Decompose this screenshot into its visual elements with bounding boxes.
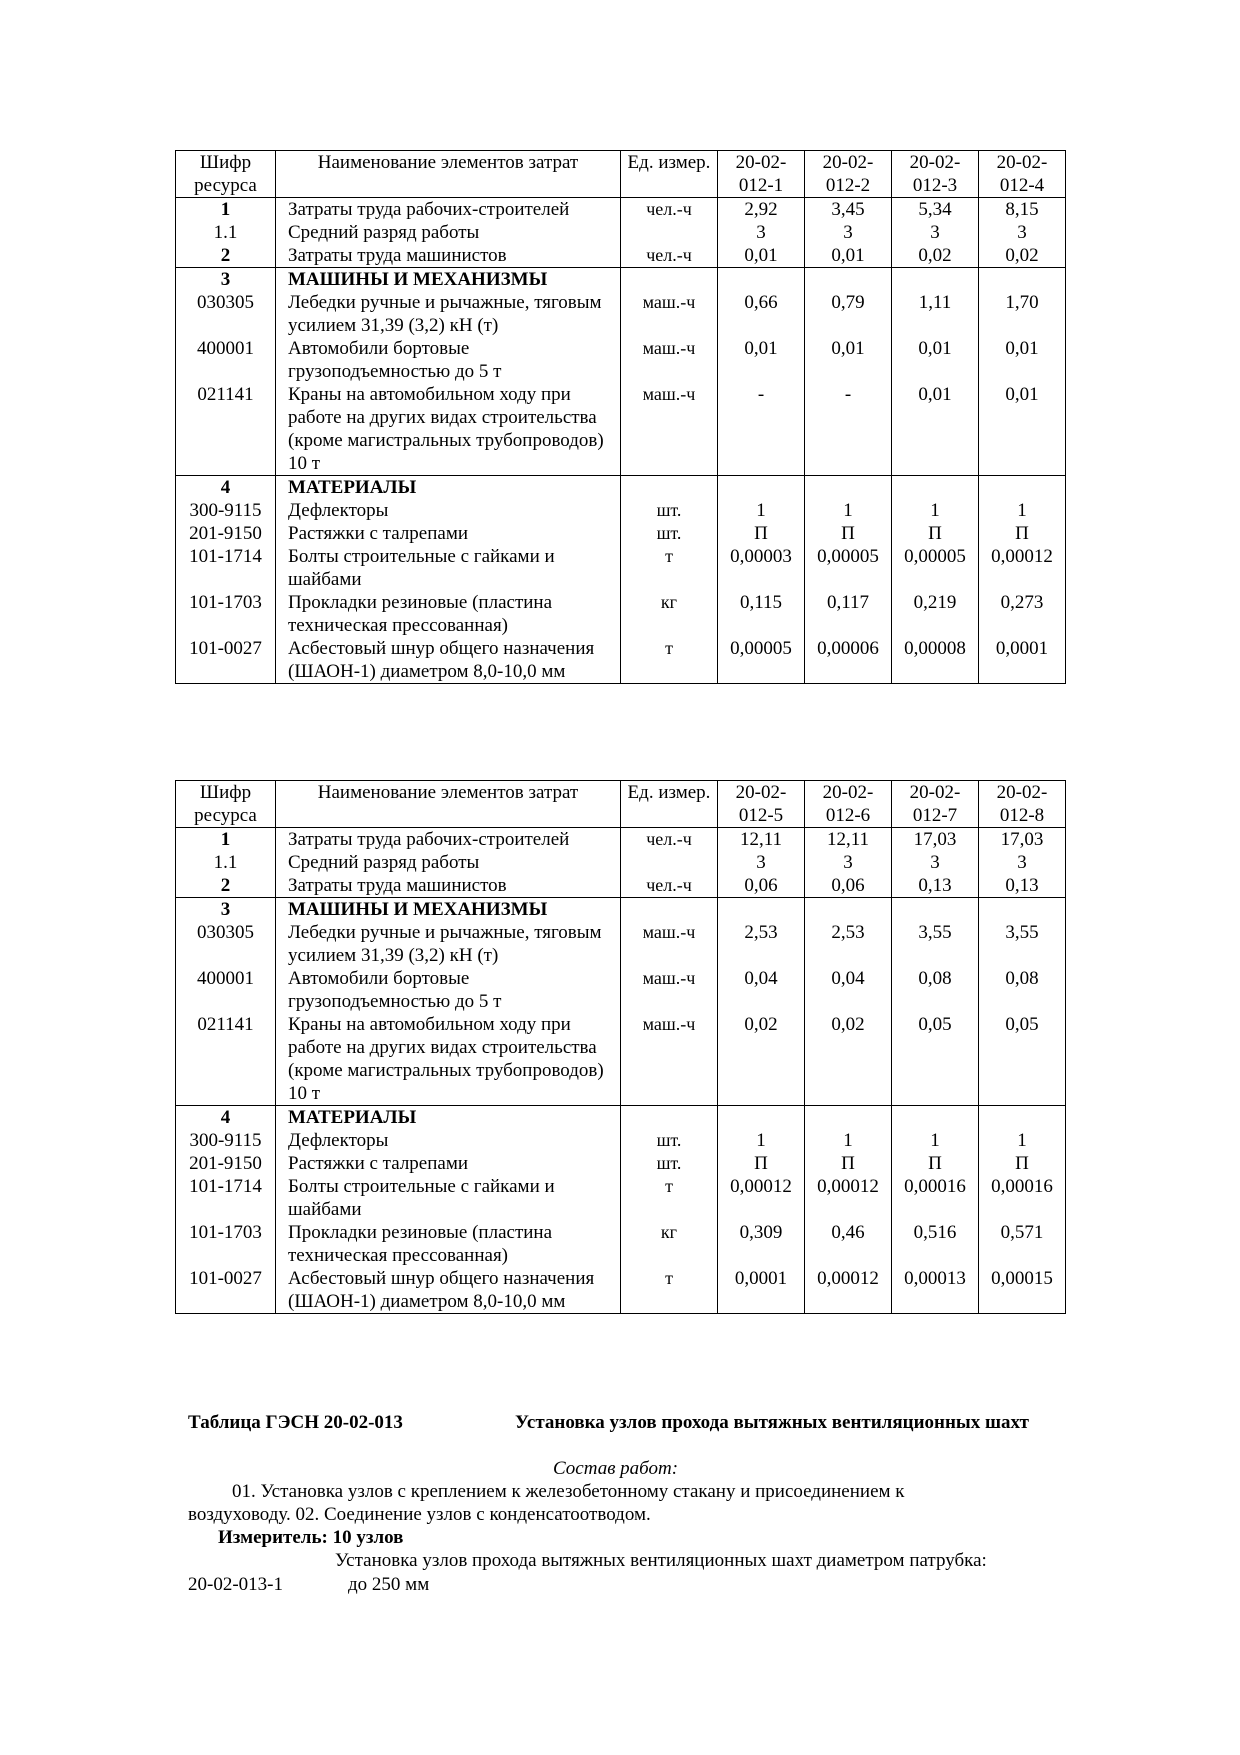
row-value: 0,00006 xyxy=(805,637,892,684)
row-code: 300-9115 xyxy=(176,499,276,522)
row-value: 0,02 xyxy=(718,1013,805,1106)
row-name: Автомобили бортовые грузоподъемностью до 5 т xyxy=(276,967,621,1013)
row-value: 0,00013 xyxy=(892,1267,979,1314)
row-value: 0,00016 xyxy=(979,1175,1066,1221)
section-title: МАШИНЫ И МЕХАНИЗМЫ xyxy=(276,268,621,292)
row-code: 101-1714 xyxy=(176,1175,276,1221)
row-value: 3,45 xyxy=(805,198,892,222)
meter-label: Измеритель: xyxy=(218,1527,328,1548)
row-value: 0,00003 xyxy=(718,545,805,591)
row-name: Дефлекторы xyxy=(276,1129,621,1152)
section-code: 3 xyxy=(176,898,276,922)
section-code: 4 xyxy=(176,1106,276,1130)
row-value: 3 xyxy=(718,221,805,244)
header-unit: Ед. измер. xyxy=(621,781,718,828)
row-code: 201-9150 xyxy=(176,1152,276,1175)
section-header-row xyxy=(176,898,1066,922)
row-value: 1 xyxy=(718,1129,805,1152)
row-value: 0,04 xyxy=(718,967,805,1013)
row-value: 0,01 xyxy=(979,337,1066,383)
row-name: Краны на автомобильном ходу при работе на других видах строительства (кроме магистральных трубопроводов) 10 т xyxy=(276,1013,621,1106)
row-name: Дефлекторы xyxy=(276,499,621,522)
row-unit: маш.-ч xyxy=(621,921,718,967)
row-value: 2,92 xyxy=(718,198,805,222)
row-name: Затраты труда машинистов xyxy=(276,244,621,268)
row-value: 0,08 xyxy=(979,967,1066,1013)
row-code: 400001 xyxy=(176,337,276,383)
row-value: 0,05 xyxy=(979,1013,1066,1106)
row-code: 021141 xyxy=(176,383,276,476)
row-value: 0,115 xyxy=(718,591,805,637)
row-value: 1 xyxy=(979,1129,1066,1152)
row-unit: маш.-ч xyxy=(621,337,718,383)
row-value: П xyxy=(718,1152,805,1175)
row-value: 0,08 xyxy=(892,967,979,1013)
header-col: 20-02-012-4 xyxy=(979,151,1066,198)
table-row xyxy=(176,637,1066,684)
table-row xyxy=(176,244,1066,268)
row-unit: кг xyxy=(621,1221,718,1267)
row-value: 0,516 xyxy=(892,1221,979,1267)
row-name: Асбестовый шнур общего назначения (ШАОН-1) диаметром 8,0-10,0 мм xyxy=(276,1267,621,1314)
row-value: 0,00005 xyxy=(892,545,979,591)
row-value: 0,06 xyxy=(718,874,805,898)
row-unit: маш.-ч xyxy=(621,383,718,476)
row-code: 030305 xyxy=(176,921,276,967)
row-value: 1 xyxy=(892,1129,979,1152)
row-value: 1,11 xyxy=(892,291,979,337)
row-value: 0,01 xyxy=(718,244,805,268)
row-code: 1 xyxy=(176,198,276,222)
row-value: 0,46 xyxy=(805,1221,892,1267)
table-row xyxy=(176,198,1066,222)
row-code: 1.1 xyxy=(176,851,276,874)
row-unit: маш.-ч xyxy=(621,1013,718,1106)
section-title: МАШИНЫ И МЕХАНИЗМЫ xyxy=(276,898,621,922)
header-name: Наименование элементов затрат xyxy=(276,151,621,198)
row-code: 201-9150 xyxy=(176,522,276,545)
row-value: 0,00005 xyxy=(718,637,805,684)
table-row xyxy=(176,1152,1066,1175)
row-unit: шт. xyxy=(621,1129,718,1152)
table-row xyxy=(176,874,1066,898)
table-header-row xyxy=(176,151,1066,198)
row-name: Болты строительные с гайками и шайбами xyxy=(276,1175,621,1221)
row-value: 3 xyxy=(892,221,979,244)
header-name: Наименование элементов затрат xyxy=(276,781,621,828)
row-value: 0,01 xyxy=(979,383,1066,476)
row-value: 0,117 xyxy=(805,591,892,637)
header-col: 20-02-012-8 xyxy=(979,781,1066,828)
row-value: - xyxy=(805,383,892,476)
row-value: П xyxy=(718,522,805,545)
table-row xyxy=(176,337,1066,383)
row-name: Растяжки с талрепами xyxy=(276,1152,621,1175)
row-unit xyxy=(621,851,718,874)
row-value: 1 xyxy=(892,499,979,522)
row-code: 101-0027 xyxy=(176,1267,276,1314)
header-code: Шифр ресурса xyxy=(176,151,276,198)
row-value: П xyxy=(892,1152,979,1175)
row-value: 3,55 xyxy=(892,921,979,967)
row-unit: т xyxy=(621,1175,718,1221)
row-name: Растяжки с талрепами xyxy=(276,522,621,545)
row-value: П xyxy=(979,1152,1066,1175)
row-value: 2,53 xyxy=(718,921,805,967)
header-col: 20-02-012-7 xyxy=(892,781,979,828)
table-row xyxy=(176,1175,1066,1221)
row-value: 0,219 xyxy=(892,591,979,637)
row-value: 8,15 xyxy=(979,198,1066,222)
row-value: 17,03 xyxy=(892,828,979,852)
row-name: Прокладки резиновые (пластина техническая прессованная) xyxy=(276,1221,621,1267)
row-name: Затраты труда рабочих-строителей xyxy=(276,828,621,852)
row-value: 0,309 xyxy=(718,1221,805,1267)
row-unit: чел.-ч xyxy=(621,828,718,852)
table-row xyxy=(176,1129,1066,1152)
row-value: 12,11 xyxy=(718,828,805,852)
row-unit: т xyxy=(621,545,718,591)
row-unit xyxy=(621,221,718,244)
row-value: 0,06 xyxy=(805,874,892,898)
table-row xyxy=(176,1221,1066,1267)
row-code: 1.1 xyxy=(176,221,276,244)
row-value: 3 xyxy=(979,221,1066,244)
row-value: 0,00012 xyxy=(979,545,1066,591)
row-value: 0,66 xyxy=(718,291,805,337)
row-code: 030305 xyxy=(176,291,276,337)
row-value: 0,01 xyxy=(805,244,892,268)
row-code: 1 xyxy=(176,828,276,852)
composition-text-line-1: 01. Установка узлов с креплением к железобетонному стакану и присоединением к xyxy=(232,1481,905,1502)
row-unit: кг xyxy=(621,591,718,637)
row-value: 0,01 xyxy=(805,337,892,383)
table-row xyxy=(176,383,1066,476)
item-name: до 250 мм xyxy=(348,1574,430,1595)
section-title: МАТЕРИАЛЫ xyxy=(276,1106,621,1130)
row-value: 1 xyxy=(805,1129,892,1152)
row-unit: маш.-ч xyxy=(621,291,718,337)
row-unit: шт. xyxy=(621,499,718,522)
composition-title: Состав работ: xyxy=(553,1458,679,1479)
table-header-row xyxy=(176,781,1066,828)
row-value: 0,02 xyxy=(979,244,1066,268)
table-row xyxy=(176,545,1066,591)
row-value: 0,05 xyxy=(892,1013,979,1106)
row-value: 2,53 xyxy=(805,921,892,967)
table-row xyxy=(176,851,1066,874)
header-col: 20-02-012-5 xyxy=(718,781,805,828)
row-value: 0,00012 xyxy=(805,1267,892,1314)
row-name: Болты строительные с гайками и шайбами xyxy=(276,545,621,591)
row-name: Затраты труда машинистов xyxy=(276,874,621,898)
row-name: Средний разряд работы xyxy=(276,851,621,874)
row-value: 0,13 xyxy=(892,874,979,898)
table-row xyxy=(176,1013,1066,1106)
row-unit: маш.-ч xyxy=(621,967,718,1013)
row-unit: шт. xyxy=(621,1152,718,1175)
row-unit: т xyxy=(621,637,718,684)
row-name: Асбестовый шнур общего назначения (ШАОН-1) диаметром 8,0-10,0 мм xyxy=(276,637,621,684)
row-value: 12,11 xyxy=(805,828,892,852)
row-value: 3,55 xyxy=(979,921,1066,967)
row-value: 0,0001 xyxy=(979,637,1066,684)
header-col: 20-02-012-1 xyxy=(718,151,805,198)
header-unit: Ед. измер. xyxy=(621,151,718,198)
row-value: 1 xyxy=(718,499,805,522)
row-value: 3 xyxy=(718,851,805,874)
row-unit: т xyxy=(621,1267,718,1314)
row-value: 3 xyxy=(805,221,892,244)
row-code: 101-1714 xyxy=(176,545,276,591)
row-code: 021141 xyxy=(176,1013,276,1106)
row-value: 0,04 xyxy=(805,967,892,1013)
row-code: 101-1703 xyxy=(176,1221,276,1267)
row-code: 300-9115 xyxy=(176,1129,276,1152)
table-row xyxy=(176,291,1066,337)
row-value: 0,00008 xyxy=(892,637,979,684)
row-value: 0,00012 xyxy=(718,1175,805,1221)
header-code: Шифр ресурса xyxy=(176,781,276,828)
header-col: 20-02-012-3 xyxy=(892,151,979,198)
row-unit: чел.-ч xyxy=(621,874,718,898)
table-row xyxy=(176,591,1066,637)
row-value: 0,00015 xyxy=(979,1267,1066,1314)
row-code: 400001 xyxy=(176,967,276,1013)
section-code: 3 xyxy=(176,268,276,292)
resource-table-2 xyxy=(175,780,1066,1314)
row-value: 0,02 xyxy=(892,244,979,268)
table-row xyxy=(176,221,1066,244)
row-code: 2 xyxy=(176,244,276,268)
row-value: 1,70 xyxy=(979,291,1066,337)
row-value: 1 xyxy=(805,499,892,522)
row-code: 101-0027 xyxy=(176,637,276,684)
row-value: 0,00016 xyxy=(892,1175,979,1221)
row-value: - xyxy=(718,383,805,476)
row-value: 5,34 xyxy=(892,198,979,222)
row-unit: чел.-ч xyxy=(621,198,718,222)
row-code: 2 xyxy=(176,874,276,898)
row-value: 3 xyxy=(892,851,979,874)
row-name: Средний разряд работы xyxy=(276,221,621,244)
table-row xyxy=(176,1267,1066,1314)
section-title: МАТЕРИАЛЫ xyxy=(276,476,621,500)
item-description: Установка узлов прохода вытяжных вентиляционных шахт диаметром патрубка: xyxy=(335,1550,987,1571)
table-label: Таблица ГЭСН 20-02-013 xyxy=(188,1412,403,1433)
meter-line xyxy=(218,1526,403,1549)
row-value: 0,01 xyxy=(892,337,979,383)
row-value: 0,00012 xyxy=(805,1175,892,1221)
row-value: 3 xyxy=(805,851,892,874)
table-row xyxy=(176,921,1066,967)
section-code: 4 xyxy=(176,476,276,500)
row-value: 0,01 xyxy=(892,383,979,476)
table-row xyxy=(176,828,1066,852)
row-name: Прокладки резиновые (пластина техническая прессованная) xyxy=(276,591,621,637)
table-row xyxy=(176,967,1066,1013)
header-col: 20-02-012-6 xyxy=(805,781,892,828)
row-value: 0,79 xyxy=(805,291,892,337)
header-col: 20-02-012-2 xyxy=(805,151,892,198)
row-value: 17,03 xyxy=(979,828,1066,852)
resource-table-1 xyxy=(175,150,1066,684)
row-value: 0,571 xyxy=(979,1221,1066,1267)
row-value: 0,0001 xyxy=(718,1267,805,1314)
row-name: Лебедки ручные и рычажные, тяговым усилием 31,39 (3,2) кН (т) xyxy=(276,921,621,967)
row-value: 0,00005 xyxy=(805,545,892,591)
section-header-row xyxy=(176,1106,1066,1130)
row-value: 1 xyxy=(979,499,1066,522)
table-title: Установка узлов прохода вытяжных вентиляционных шахт xyxy=(515,1412,1029,1433)
meter-value: 10 узлов xyxy=(332,1527,404,1548)
row-unit: чел.-ч xyxy=(621,244,718,268)
section-header-row xyxy=(176,268,1066,292)
row-unit: шт. xyxy=(621,522,718,545)
row-name: Лебедки ручные и рычажные, тяговым усилием 31,39 (3,2) кН (т) xyxy=(276,291,621,337)
row-name: Краны на автомобильном ходу при работе на других видах строительства (кроме магистральных трубопроводов) 10 т xyxy=(276,383,621,476)
row-code: 101-1703 xyxy=(176,591,276,637)
row-name: Затраты труда рабочих-строителей xyxy=(276,198,621,222)
row-value: П xyxy=(805,1152,892,1175)
row-value: 0,01 xyxy=(718,337,805,383)
row-value: 0,02 xyxy=(805,1013,892,1106)
row-value: 0,273 xyxy=(979,591,1066,637)
row-name: Автомобили бортовые грузоподъемностью до 5 т xyxy=(276,337,621,383)
row-value: 0,13 xyxy=(979,874,1066,898)
table-row xyxy=(176,522,1066,545)
section-header-row xyxy=(176,476,1066,500)
row-value: П xyxy=(979,522,1066,545)
row-value: 3 xyxy=(979,851,1066,874)
item-code: 20-02-013-1 xyxy=(188,1574,283,1595)
table-row xyxy=(176,499,1066,522)
composition-text-line-2: воздуховоду. 02. Соединение узлов с конденсатоотводом. xyxy=(188,1504,651,1525)
row-value: П xyxy=(892,522,979,545)
row-value: П xyxy=(805,522,892,545)
